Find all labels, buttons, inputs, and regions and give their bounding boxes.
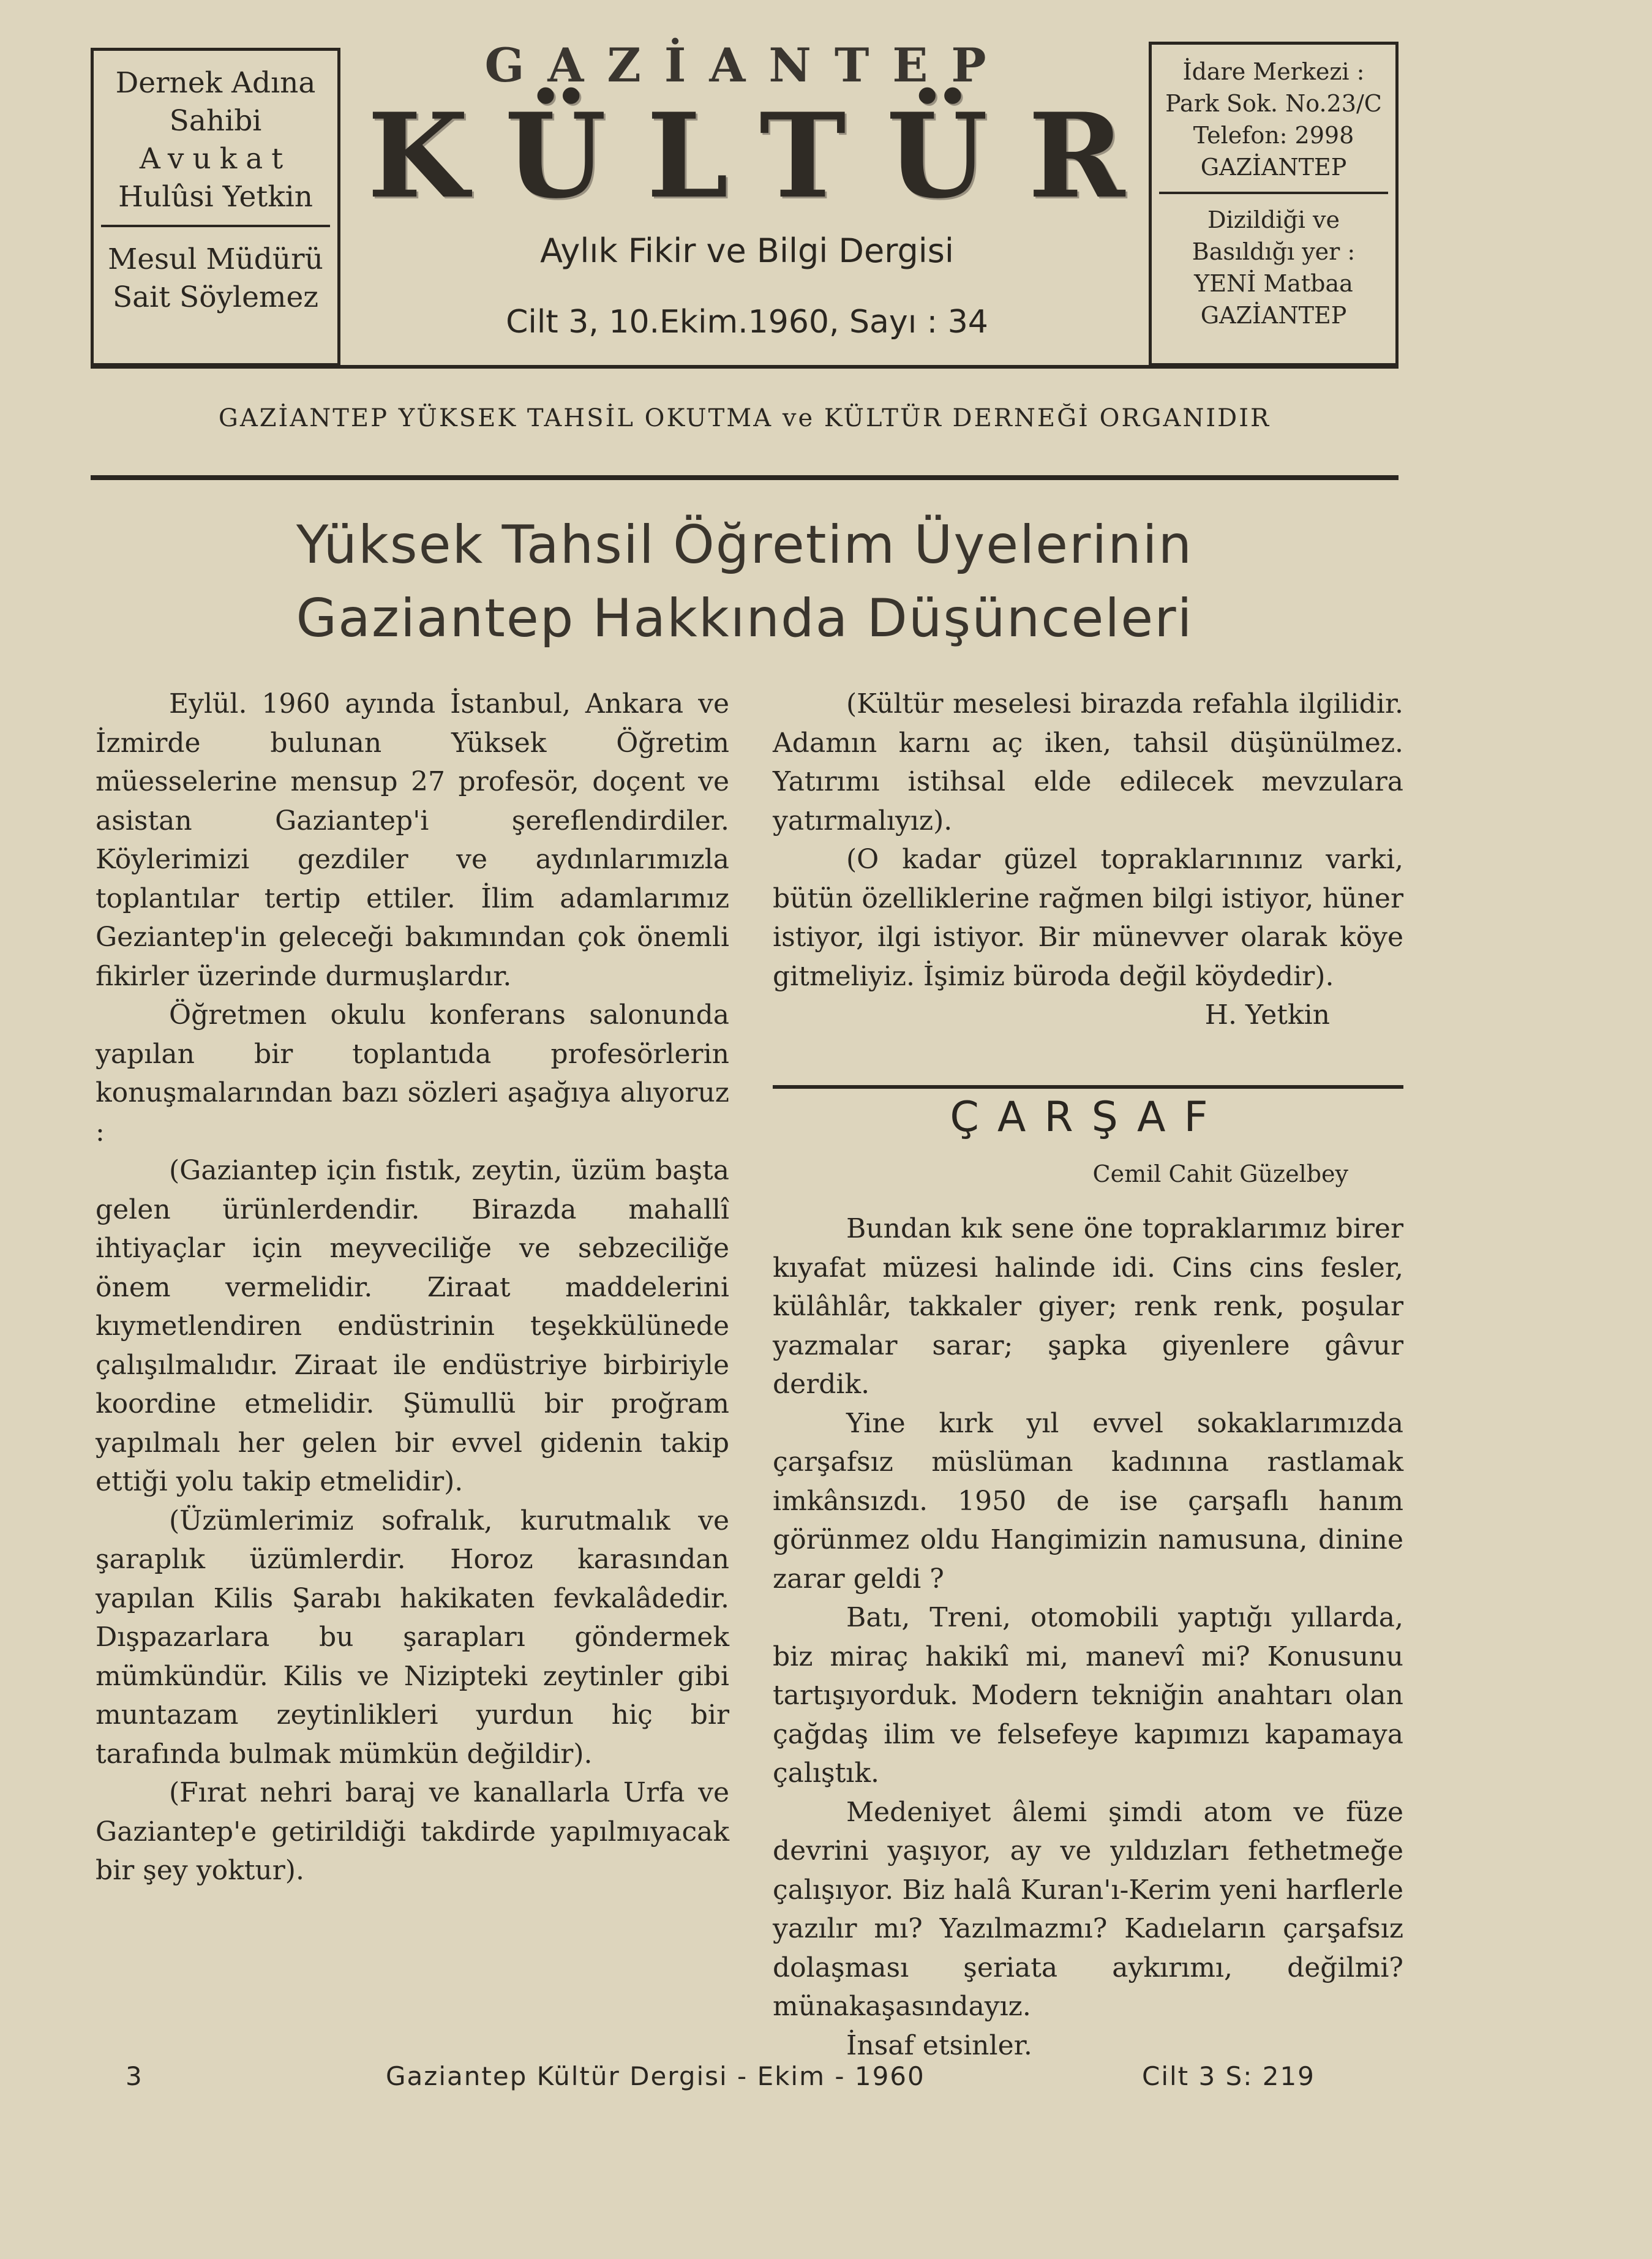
brand-title: KÜLTÜR (367, 88, 1166, 224)
owner-line: Avukat (139, 142, 292, 176)
owner-line: Hulûsi Yetkin (118, 180, 314, 214)
manager-line: Mesul Müdürü (108, 242, 323, 276)
article-headline-1: Yüksek Tahsil Öğretim Üyelerinin (296, 514, 1193, 576)
footer-title: Gaziantep Kültür Dergisi - Ekim - 1960 (386, 2061, 925, 2091)
section-paragraph: Medeniyet âlemi şimdi atom ve füze devrini yaşıyor, ay ve yıldızları fethetmeğe çalışıyor. Biz halâ Kuran'ı-Kerim yeni harflerle yazılır mı? Yazılmazmı? Kadıeların çarşafsız dolaşması şeriata aykırımı, değilmi? münakaşasındayız. (773, 1796, 1403, 2022)
article-paragraph: Eylül. 1960 ayında İstanbul, Ankara ve İzmirde bulunan Yüksek Öğretim müesselerine mensup 27 profesör, doçent ve asistan Gaziantep'i şereflendirdiler. Köylerimizi gezdiler ve aydınlarımızla toplantılar tertip ettiler. İlim adamlarımız Geziantep'in geleceği bakımından çok önemli fikirler üzerinde durmuşlardır. (96, 688, 729, 992)
manager-line: Sait Söylemez (112, 280, 319, 314)
print-line: Basıldığı yer : (1192, 238, 1356, 265)
footer-volume: Cilt 3 S: 219 (1142, 2061, 1315, 2091)
section-paragraph: Bundan kık sene öne topraklarımız birer kıyafat müzesi halinde idi. Cins cins fesler, külâhlâr, takkaler giyer; renk renk, poşular yazmalar sarar; şapka giyenlere gâvur derdik. (773, 1213, 1403, 1400)
admin-line: GAZİANTEP (1200, 154, 1347, 181)
publisher-info-box (1149, 42, 1399, 366)
admin-line: Park Sok. No.23/C (1165, 90, 1382, 117)
section-rule (773, 1085, 1403, 1089)
heading-rule (91, 475, 1399, 480)
owner-line: Sahibi (169, 104, 262, 138)
print-line: GAZİANTEP (1200, 302, 1347, 329)
article-paragraph: (O kadar güzel topraklarınınız varki, bütün özelliklerine rağmen bilgi istiyor, hüner istiyor, ilgi istiyor. Bir münevver olarak köye gitmeliyiz. İşimiz büroda değil köydedir). (773, 844, 1403, 992)
masthead-rule (91, 365, 1399, 369)
print-line: YENİ Matbaa (1194, 270, 1353, 297)
print-line: Dizildiği ve (1207, 206, 1340, 233)
issue-info: Cilt 3, 10.Ekim.1960, Sayı : 34 (506, 304, 988, 340)
article-paragraph: Öğretmen okulu konferans salonunda yapılan bir toplantıda profesörlerin konuşmalarından bazı sözleri aşağıya alıyoruz : (96, 999, 729, 1148)
section-paragraph: İnsaf etsinler. (846, 2029, 1032, 2061)
brand-city: GAZİANTEP (484, 38, 1010, 92)
article-paragraph: (Fırat nehri baraj ve kanallarla Urfa ve Gaziantep'e getirildiği takdirde yapılmıyacak bir şey yoktur). (96, 1777, 729, 1886)
section-author: Cemil Cahit Güzelbey (1092, 1160, 1348, 1187)
article-signature: H. Yetkin (1204, 999, 1330, 1031)
admin-line: Telefon: 2998 (1193, 122, 1354, 149)
section-paragraph: Batı, Treni, otomobili yaptığı yıllarda, biz miraç hakikî mi, manevî mi? Konusunu tartışıyorduk. Modern tekniğin anahtarı olan çağdaş ilim ve felsefeye kapımızı kapamaya çalıştık. (773, 1602, 1403, 1789)
article-paragraph: (Üzümlerimiz sofralık, kurutmalık ve şaraplık üzümlerdir. Horoz karasından yapılan Kilis Şarabı hakikaten fevkalâdedir. Dışpazarlara bu şarapları göndermek mümkündür. Kilis ve Nizipteki zeytinler gibi muntazam zeytinlikleri yurdun hiç bir tarafında bulmak mümkün değildir). (96, 1505, 729, 1770)
magazine-subtitle: Aylık Fikir ve Bilgi Dergisi (540, 231, 954, 270)
owner-info-box (91, 48, 340, 366)
section-paragraph: Yine kırk yıl evvel sokaklarımızda çarşafsız müslüman kadınına rastlamak imkânsızdı. 1950 de ise çarşaflı hanım görünmez oldu Hangimizin namusuna, dinine zarar geldi ? (773, 1407, 1403, 1595)
article-paragraph: (Kültür meselesi birazda refahla ilgilidir. Adamın karnı aç iken, tahsil düşünülmez. Yatırımı istihsal elde edilecek mevzulara yatırmalıyız). (773, 688, 1403, 836)
organization-line: GAZİANTEP YÜKSEK TAHSİL OKUTMA ve KÜLTÜR DERNEĞİ ORGANIDIR (218, 404, 1271, 432)
owner-line: Dernek Adına (115, 66, 316, 100)
admin-line: İdare Merkezi : (1182, 58, 1365, 85)
article-paragraph: (Gaziantep için fıstık, zeytin, üzüm başta gelen ürünlerdendir. Birazda mahallî ihtiyaçlar için meyveciliğe ve sebzeciliğe önem vermelidir. Ziraat maddelerini kıymetlendiren endüstrinin teşekkülünede çalışılmalıdır. Ziraat ile endüstriye birbiriyle koordine etmelidir. Şümullü bir proğram yapılmalı her gelen bir evvel gidenin takip ettiği yolu takip etmelidir). (96, 1155, 729, 1497)
section-body (773, 1209, 1403, 2065)
article-right-column (773, 685, 1403, 1035)
footer-page-number: 3 (126, 2061, 143, 2091)
article-left-column (96, 685, 729, 1890)
section-title: ÇARŞAF (950, 1093, 1226, 1141)
article-headline-2: Gaziantep Hakkında Düşünceleri (296, 588, 1193, 649)
